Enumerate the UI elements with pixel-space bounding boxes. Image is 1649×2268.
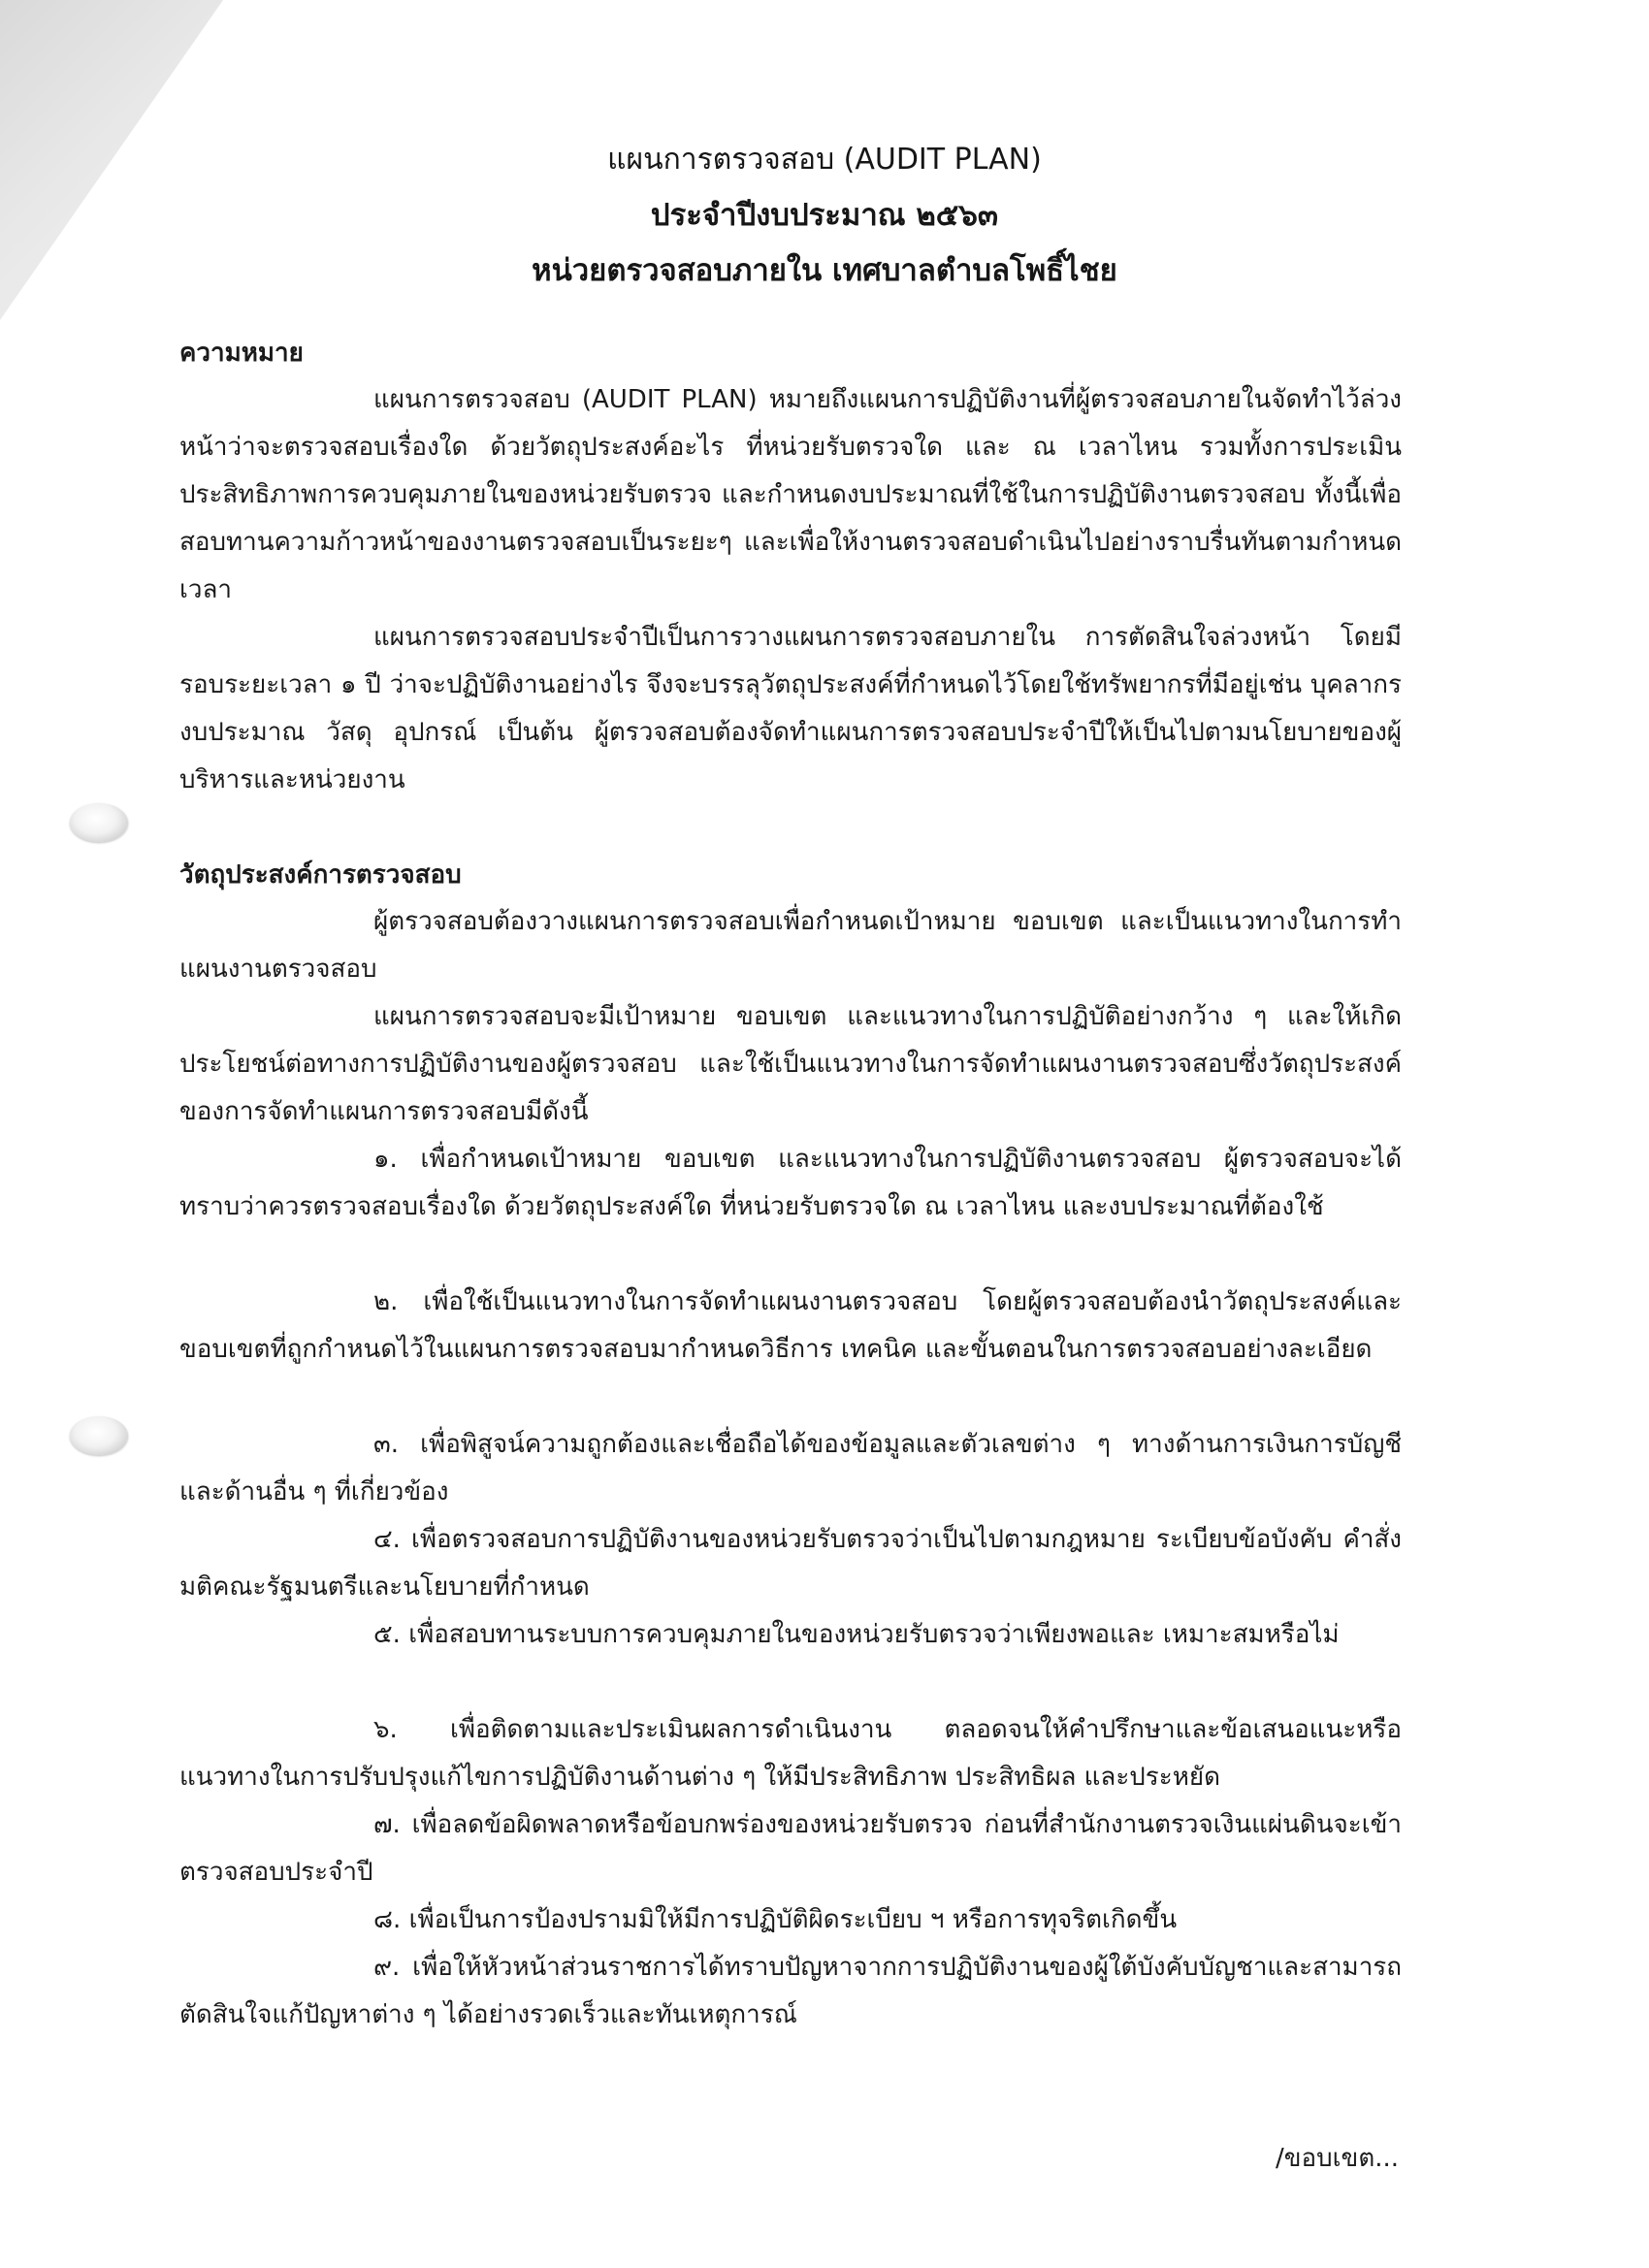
objective-item-7: ๗. เพื่อลดข้อผิดพลาดหรือข้อบกพร่องของหน่วยรับตรวจ ก่อนที่สำนักงานตรวจเงินแผ่นดินจะเข้าตรวจสอบประจำปี — [179, 1810, 1402, 1887]
objective-item-1: ๑. เพื่อกำหนดเป้าหมาย ขอบเขต และแนวทางในการปฏิบัติงานตรวจสอบ ผู้ตรวจสอบจะได้ทราบว่าควรตรวจสอบเรื่องใด ด้วยวัตถุประสงค์ใด ที่หน่วยรับตรวจใด ณ เวลาไหน และงบประมาณที่ต้องใช้ — [179, 1145, 1402, 1221]
continuation-note: /ขอบเขต... — [1276, 2144, 1399, 2173]
objective-item-2: ๒. เพื่อใช้เป็นแนวทางในการจัดทำแผนงานตรวจสอบ โดยผู้ตรวจสอบต้องนำวัตถุประสงค์และขอบเขตที่ถูกกำหนดไว้ในแผนการตรวจสอบมากำหนดวิธีการ เทคนิค และขั้นตอนในการตรวจสอบอย่างละเอียด — [179, 1287, 1402, 1364]
objective-item-4: ๔. เพื่อตรวจสอบการปฏิบัติงานของหน่วยรับตรวจว่าเป็นไปตามกฎหมาย ระเบียบข้อบังคับ คำสั่ง มติคณะรัฐมนตรีและนโยบายที่กำหนด — [179, 1525, 1402, 1602]
definition-paragraph-2: แผนการตรวจสอบประจำปีเป็นการวางแผนการตรวจสอบภายใน การตัดสินใจล่วงหน้า โดยมีรอบระยะเวลา ๑ ปี ว่าจะปฏิบัติงานอย่างไร จึงจะบรรลุวัตถุประสงค์ที่กำหนดไว้โดยใช้ทรัพยากรที่มีอยู่เช่น บุคลากร งบประมาณ วัสดุ อุปกรณ์ เป็นต้น ผู้ตรวจสอบต้องจัดทำแผนการตรวจสอบประจำปีให้เป็นไปตามนโยบายของผู้บริหารและหน่วยงาน — [179, 623, 1402, 794]
objective-item-9: ๙. เพื่อให้หัวหน้าส่วนราชการได้ทราบปัญหาจากการปฏิบัติงานของผู้ใต้บังคับบัญชาและสามารถตัดสินใจแก้ปัญหาต่าง ๆ ได้อย่างรวดเร็วและทันเหตุการณ์ — [179, 1953, 1402, 2029]
title-line-3: หน่วยตรวจสอบภายใน เทศบาลตำบลโพธิ์ไชย — [532, 253, 1117, 288]
title-line-1: แผนการตรวจสอบ (AUDIT PLAN) — [607, 143, 1042, 177]
objectives-intro-2: แผนการตรวจสอบจะมีเป้าหมาย ขอบเขต และแนวทางในการปฏิบัติอย่างกว้าง ๆ และให้เกิดประโยชน์ต่อทางการปฏิบัติงานของผู้ตรวจสอบ และใช้เป็นแนวทางในการจัดทำแผนงานตรวจสอบซึ่งวัตถุประสงค์ของการจัดทำแผนการตรวจสอบมีดังนี้ — [179, 1002, 1402, 1126]
objective-item-3: ๓. เพื่อพิสูจน์ความถูกต้องและเชื่อถือได้ของข้อมูลและตัวเลขต่าง ๆ ทางด้านการเงินการบัญชี และด้านอื่น ๆ ที่เกี่ยวข้อง — [179, 1430, 1402, 1507]
objective-item-6: ๖. เพื่อติดตามและประเมินผลการดำเนินงาน ตลอดจนให้คำปรึกษาและข้อเสนอแนะหรือแนวทางในการปรับปรุงแก้ไขการปฏิบัติงานด้านต่าง ๆ ให้มีประสิทธิภาพ ประสิทธิผล และประหยัด — [179, 1715, 1402, 1792]
definition-paragraph-1: แผนการตรวจสอบ (AUDIT PLAN) หมายถึงแผนการปฏิบัติงานที่ผู้ตรวจสอบภายในจัดทำไว้ล่วงหน้าว่าจะตรวจสอบเรื่องใด ด้วยวัตถุประสงค์อะไร ที่หน่วยรับตรวจใด และ ณ เวลาไหน รวมทั้งการประเมินประสิทธิภาพการควบคุมภายในของหน่วยรับตรวจ และกำหนดงบประมาณที่ใช้ในการปฏิบัติงานตรวจสอบ ทั้งนี้เพื่อสอบทานความก้าวหน้าของงานตรวจสอบเป็นระยะๆ และเพื่อให้งานตรวจสอบดำเนินไปอย่างราบรื่นทันตามกำหนดเวลา — [179, 385, 1402, 604]
objective-item-5: ๕. เพื่อสอบทานระบบการควบคุมภายในของหน่วยรับตรวจว่าเพียงพอและ เหมาะสมหรือไม่ — [373, 1620, 1340, 1649]
objectives-intro-1: ผู้ตรวจสอบต้องวางแผนการตรวจสอบเพื่อกำหนดเป้าหมาย ขอบเขต และเป็นแนวทางในการทำแผนงานตรวจสอบ — [179, 907, 1402, 984]
objective-item-8: ๘. เพื่อเป็นการป้องปรามมิให้มีการปฏิบัติผิดระเบียบ ฯ หรือการทุจริตเกิดขึ้น — [373, 1905, 1178, 1934]
section-heading-definition: ความหมาย — [179, 339, 304, 368]
title-line-2: ประจำปีงบประมาณ ๒๕๖๓ — [650, 198, 999, 233]
section-heading-objectives: วัตถุประสงค์การตรวจสอบ — [179, 860, 462, 890]
